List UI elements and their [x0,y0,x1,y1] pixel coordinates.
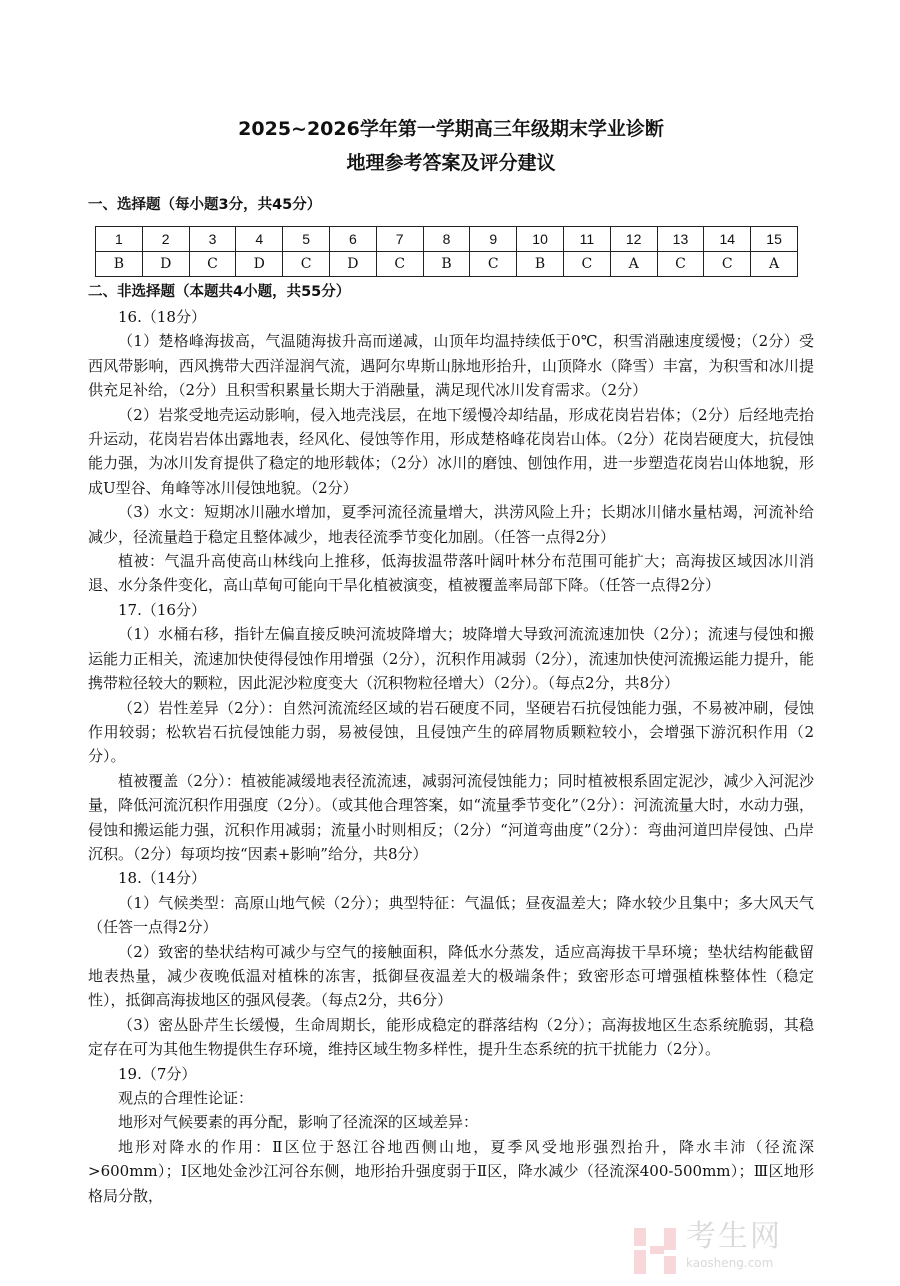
question-number-cell: 3 [189,227,236,252]
document-subtitle: 地理参考答案及评分建议 [346,152,556,174]
answer-paragraph: 地形对气候要素的再分配，影响了径流深的区域差异： [118,1113,479,1132]
question-number-cell: 5 [283,227,330,252]
question-number-cell: 1 [96,227,143,252]
answer-paragraph: 植被：气温升高使高山林线向上推移，低海拔温带落叶阔叶林分布范围可能扩大；高海拔区域因冰川消退、水分条件变化，高山草甸可能向干旱化植被演变，植被覆盖率局部下降。（任答一点得2分） [88,552,814,595]
question-number-cell: 14 [704,227,751,252]
answer-paragraph: （3）水文：短期冰川融水增加，夏季河流径流量增大，洪涝风险上升；长期冰川储水量枯竭，河流补给减少，径流量趋于稳定且整体减少，地表径流季节变化加剧。（任答一点得2分） [88,503,814,546]
question-number-cell: 2 [142,227,189,252]
question-number-cell: 12 [610,227,657,252]
watermark-url: kaosheng.com [686,1256,774,1271]
answer-paragraph: （2）致密的垫状结构可减少与空气的接触面积，降低水分蒸发，适应高海拔干旱环境；垫状结构能截留地表热量，减少夜晚低温对植株的冻害，抵御昼夜温差大的极端条件；致密形态可增强植株整体性（稳定性），抵御高海拔地区的强风侵袭。（每点2分，共6分） [88,942,814,1010]
answer-body [88,305,814,1208]
answer-table [95,226,798,277]
answer-paragraph: 16.（18分） [118,308,206,326]
question-number-cell: 7 [376,227,423,252]
answer-paragraph: （1）水桶右移，指针左偏直接反映河流坡降增大；坡降增大导致河流流速加快（2分）；流速与侵蚀和搬运能力正相关，流速加快使得侵蚀作用增强（2分），沉积作用减弱（2分），流速加快使河流搬运能力提升，能携带粒径较大的颗粒，因此泥沙粒度变大（沉积物粒径增大）（2分）。（每点2分，共8分） [88,625,814,693]
question-number-cell: 6 [329,227,376,252]
answer-paragraph: 观点的合理性论证： [118,1089,254,1107]
watermark-text: 考生网 [686,1219,782,1255]
answer-paragraph: （1）楚格峰海拔高，气温随海拔升高而递减，山顶年均温持续低于0℃，积雪消融速度缓慢；（2分）受西风带影响，西风携带大西洋湿润气流，遇阿尔卑斯山脉地形抬升，山顶降水（降雪）丰富，为积雪和冰川提供充足补给，（2分）且积雪积累量长期大于消融量，满足现代冰川发育需求。（2分） [88,332,814,400]
answer-cell: D [236,252,283,277]
question-number-cell: 10 [517,227,564,252]
answer-paragraph: 19.（7分） [118,1064,197,1083]
watermark [634,1216,814,1276]
question-number-cell: 9 [470,227,517,252]
answer-row [96,252,798,277]
answer-cell: C [470,252,517,277]
answer-cell: D [329,252,376,277]
answer-paragraph: （2）岩浆受地壳运动影响，侵入地壳浅层，在地下缓慢冷却结晶，形成花岗岩岩体；（2分）后经地壳抬升运动，花岗岩岩体出露地表，经风化、侵蚀等作用，形成楚格峰花岗岩山体。（2分）花岗岩硬度大，抗侵蚀能力强，为冰川发育提供了稳定的地形载体；（2分）冰川的磨蚀、刨蚀作用，进一步塑造花岗岩山体地貌，形成U型谷、角峰等冰川侵蚀地貌。（2分） [88,405,814,497]
answer-paragraph: （1）气候类型：高原山地气候（2分）；典型特征：气温低；昼夜温差大；降水较少且集中；多大风天气（任答一点得2分） [88,893,814,937]
answer-cell: C [283,252,330,277]
answer-paragraph: （2）岩性差异（2分）：自然河流流经区域的岩石硬度不同，坚硬岩石抗侵蚀能力强，不易被冲刷，侵蚀作用较弱；松软岩石抗侵蚀能力弱，易被侵蚀，且侵蚀产生的碎屑物质颗粒较小，会增强下游沉积作用（2分）。 [88,698,814,766]
answer-cell: B [423,252,470,277]
question-number-cell: 8 [423,227,470,252]
section1-heading: 一、选择题（每小题3分，共45分） [88,197,322,213]
answer-cell: B [96,252,143,277]
answer-cell: C [376,252,423,277]
answer-cell: A [610,252,657,277]
answer-cell: B [517,252,564,277]
kaosheng-logo-icon [634,1228,676,1274]
section2-heading: 二、非选择题（本题共4小题，共55分） [88,284,351,300]
answer-paragraph: （3）密丛卧芹生长缓慢，生命周期长，能形成稳定的群落结构（2分）；高海拔地区生态系统脆弱，其稳定存在可为其他生物提供生存环境，维持区域生物多样性，提升生态系统的抗干扰能力（2分）。 [88,1015,814,1059]
answer-cell: D [142,252,189,277]
answer-paragraph: 18.（14分） [118,869,206,888]
question-number-cell: 15 [751,227,798,252]
document-title: 2025~2026学年第一学期高三年级期末学业诊断 [238,118,664,140]
question-number-row [96,227,798,252]
question-number-cell: 13 [657,227,704,252]
question-number-cell: 11 [563,227,610,252]
answer-cell: A [751,252,798,277]
answer-cell: C [704,252,751,277]
question-number-cell: 4 [236,227,283,252]
answer-cell: C [657,252,704,277]
answer-paragraph: 地形对降水的作用：Ⅱ区位于怒江谷地西侧山地，夏季风受地形强烈抬升，降水丰沛（径流深>600mm）；Ⅰ区地处金沙江河谷东侧，地形抬升强度弱于Ⅱ区，降水减少（径流深400-500mm）；Ⅲ区地形格局分散， [88,1137,814,1205]
answer-cell: C [563,252,610,277]
answer-paragraph: 植被覆盖（2分）：植被能减缓地表径流流速，减弱河流侵蚀能力；同时植被根系固定泥沙，减少入河泥沙量，降低河流沉积作用强度（2分）。（或其他合理答案，如“流量季节变化”（2分）：河流流量大时，水动力强，侵蚀和搬运能力强，沉积作用减弱；流量小时则相反；（2分）“河道弯曲度”（2分）：弯曲河道凹岸侵蚀、凸岸沉积。（2分）每项均按“因素+影响”给分，共8分） [88,771,814,863]
answer-cell: C [189,252,236,277]
answer-paragraph: 17.（16分） [118,600,206,619]
